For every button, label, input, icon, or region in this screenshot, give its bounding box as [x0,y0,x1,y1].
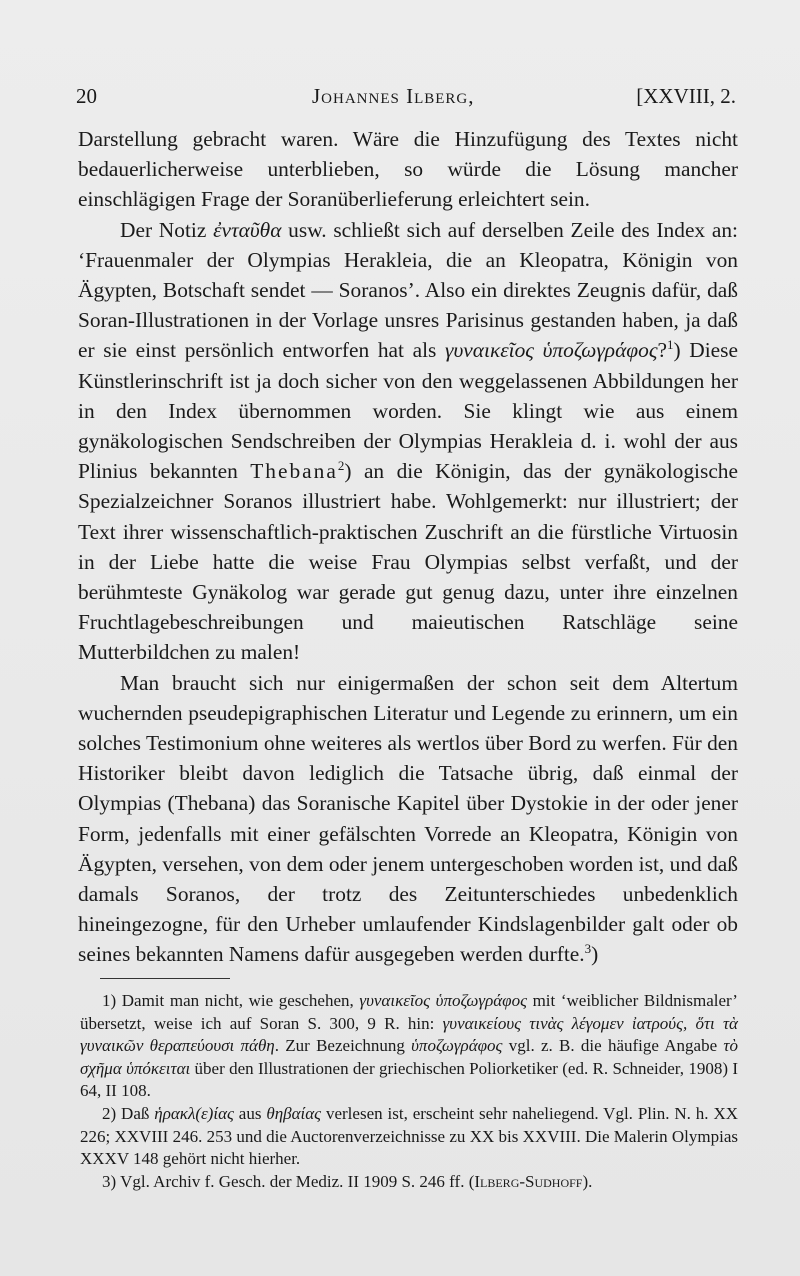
greek-phrase: ἡρακλ(ε)ίας [154,1103,234,1123]
greek-phrase: τὸ σχῆμα ὑπόκειται [80,1036,739,1078]
footnote [80,990,738,1103]
footnote-rule [100,978,230,979]
page-number: 20 [76,84,97,108]
greek-phrase: γυναικείους τινὰς λέγομεν ἰατρούς, ὅτι τὰ γυναικῶν θεραπεύουσι πάθη [80,1013,738,1056]
text-run: aus [233,1103,267,1123]
text-run: über den Illustrationen der griechischen Poliorketiker (ed. R. Schneider, 1908) I 64, II 108. [80,1058,738,1101]
text-run: mit ‘weiblicher Bildnismaler’ übersetzt, weise ich auf Soran S. 300, 9 R. hin: [80,991,738,1033]
paragraph [78,124,738,215]
text-run: verlesen ist, erscheint sehr naheliegend. Vgl. Plin. N. h. XX 226; XXVIII 246. 253 und die Auctorenverzeichnisse zu XX bis XXVIII. Die Malerin Olympias XXXV 148 gehört nicht hierher. [80,1103,738,1169]
text-run: usw. schließt sich auf derselben Zeile des Index an: ‘Frauenmaler der Olympias Herakleia, die an Kleopatra, Königin von Ägypten, Botschaft sendet — Soranos’. Also ein direktes Zeugnis dafür, daß Soran-Illustrationen in der Vorlage unsres Parisinus gestanden haben, ja daß er sie einst persönlich entworfen hat als [78,217,738,363]
text-run: 2) Daß [102,1103,155,1123]
paragraph [78,668,738,970]
text-run: ) an die Königin, das der gynäkologische Spezialzeichner Soranos illustriert habe. Wohlgemerkt: nur illustriert; der Text ihrer wissenschaftlich-praktischen Zuschrift an die fürstliche Virtuosin in der Liebe hatte die weise Frau Olympias selbst verfaßt, und der berühmteste Gynäkolog war gerade gut genug dazu, unter ihre einzelnen Fruchtlagebeschreibungen und maieutischen Ratschläge seine Mutterbildchen zu malen! [78,459,739,665]
small-caps-reference: Ilberg-Sudhoff [474,1171,583,1191]
text-run: ) [591,942,599,967]
footnote-marker: 1 [667,337,674,353]
volume-reference: [XXVIII, 2. [636,84,736,108]
running-header [76,84,736,114]
text-run: 1) Damit man nicht, wie geschehen, [102,991,360,1010]
main-text [78,124,738,970]
footnotes [80,990,738,1193]
footnote-marker: 2 [337,458,345,474]
footnote [80,1171,738,1194]
greek-phrase: θηβαίας [266,1103,322,1123]
text-run: vgl. z. B. die häufige Angabe [502,1036,724,1056]
greek-phrase: ἐνταῦθα [213,217,282,242]
text-run: Darstellung gebracht waren. Wäre die Hinzufügung des Textes nicht bedauerlicherweise unterblieben, so würde die Lösung mancher einschlägigen Frage der Soranüberlieferung erleichtert sein. [78,127,738,212]
text-run: ) Diese Künstlerinschrift ist ja doch sicher von den weggelassenen Abbildungen her in den Index übernommen worden. Sie klingt wie aus einem gynäkologischen Sendschreiben der Olympias Herakleia d. i. wohl der aus Plinius bekannten [78,338,738,484]
text-run: 3) Vgl. Archiv f. Gesch. der Mediz. II 1909 S. 246 ff. ( [102,1171,475,1191]
footnote [80,1103,738,1171]
spaced-name: Thebana [250,459,338,484]
footnote-marker: 3 [584,941,592,957]
greek-phrase: ὑποζωγράφος [411,1036,503,1056]
paragraph [78,215,738,668]
greek-phrase: γυναικεῖος ὑποζωγράφος [445,338,658,363]
text-run: ). [582,1171,593,1191]
running-head-author: Johannes Ilberg, [312,84,475,108]
text-run: Man braucht sich nur einigermaßen der schon seit dem Altertum wuchernden pseudepigraphischen Literatur und Legende zu erinnern, um ein solches Testimonium ohne weiteres als wertlos über Bord zu werfen. Für den Historiker bleibt davon lediglich die Tatsache übrig, daß einmal der Olympias (Thebana) das Soranische Kapitel über Dystokie in der oder jener Form, jedenfalls mit einer gefälschten Vorrede an Kleopatra, Königin von Ägypten, versehen, von dem oder jenem untergeschoben worden ist, und daß damals Soranos, der trotz des Zeitunterschiedes unbedenklich hineingezogne, für den Urheber umlaufender Kindslagenbilder galt oder ob seines bekannten Namens dafür ausgegeben werden durfte. [78,670,738,967]
text-run: Der Notiz [120,217,214,242]
text-run: . Zur Bezeichnung [274,1036,412,1056]
text-run: ? [657,338,668,363]
greek-phrase: γυναικεῖος ὑποζωγράφος [359,991,527,1010]
